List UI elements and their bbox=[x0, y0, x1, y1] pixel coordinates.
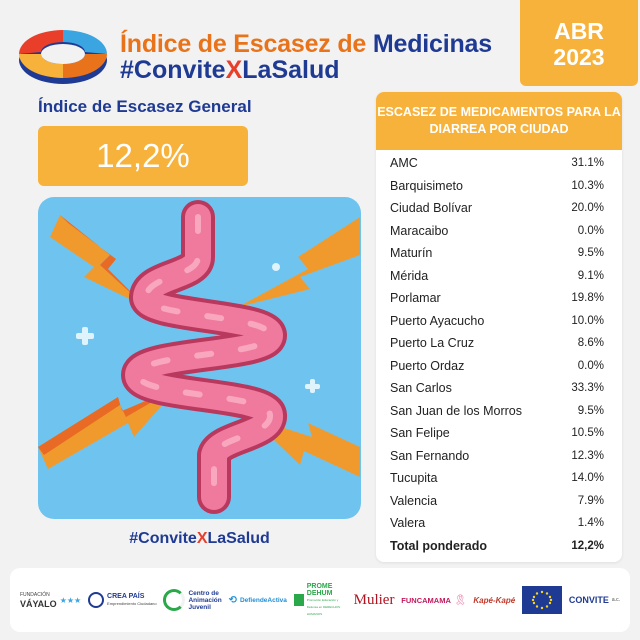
month-label: ABR bbox=[554, 18, 604, 44]
convite-logo-icon bbox=[16, 18, 110, 88]
intestine-illustration bbox=[38, 197, 361, 519]
city-value: 0.0% bbox=[577, 359, 604, 372]
table-row bbox=[376, 152, 622, 175]
table-row bbox=[376, 377, 622, 400]
city-name: Puerto Ayacucho bbox=[390, 313, 485, 328]
city-name: Puerto Ordaz bbox=[390, 358, 465, 373]
centro-icon bbox=[163, 589, 185, 611]
city-name: San Felipe bbox=[390, 426, 450, 441]
city-name: Valencia bbox=[390, 493, 438, 508]
city-value: 9.5% bbox=[577, 247, 604, 260]
city-name: San Juan de los Morros bbox=[390, 403, 523, 418]
general-index-value: 12,2% bbox=[38, 126, 248, 186]
table-row bbox=[376, 197, 622, 220]
table-row bbox=[376, 400, 622, 423]
city-name: AMC bbox=[390, 156, 418, 171]
sponsor-defiende-activa: ⟲ DefiendeActiva bbox=[228, 594, 287, 606]
city-name: Tucupita bbox=[390, 471, 438, 486]
city-name: Maturín bbox=[390, 246, 433, 261]
intestine-pain-icon bbox=[38, 197, 361, 519]
city-value: 10.5% bbox=[571, 427, 604, 440]
sponsor-promedehum: PROME DEHUM Promoción Educación y Defensa en DERECHOS HUMANOS bbox=[294, 583, 347, 618]
city-name: Barquisimeto bbox=[390, 178, 463, 193]
city-value: 7.9% bbox=[577, 494, 604, 507]
table-row bbox=[376, 332, 622, 355]
sponsor-kape-kape: Kapé-Kapé bbox=[473, 595, 516, 605]
year-label: 2023 bbox=[553, 44, 605, 70]
table-row bbox=[376, 220, 622, 243]
sponsor-eu bbox=[522, 586, 562, 614]
total-label: Total ponderado bbox=[390, 538, 487, 553]
total-value: 12,2% bbox=[571, 539, 604, 552]
table-row bbox=[376, 445, 622, 468]
sponsors-bar bbox=[10, 568, 630, 632]
table-row bbox=[376, 310, 622, 333]
city-value: 0.0% bbox=[577, 224, 604, 237]
city-name: Valera bbox=[390, 516, 426, 531]
page-title: Índice de Escasez de Medicinas bbox=[120, 30, 492, 58]
sponsor-mulier: Mulier bbox=[353, 591, 395, 608]
table-rows bbox=[376, 150, 622, 557]
date-badge bbox=[520, 0, 638, 86]
defiende-icon: ⟲ bbox=[228, 594, 237, 606]
star-icon: ★★★ bbox=[59, 595, 82, 605]
city-value: 1.4% bbox=[577, 517, 604, 530]
ribbon-icon: 🎗 bbox=[453, 594, 467, 606]
table-row bbox=[376, 467, 622, 490]
table-row bbox=[376, 490, 622, 513]
city-value: 10.3% bbox=[571, 179, 604, 192]
sponsor-funcamama: FUNCAMAMA 🎗 bbox=[401, 594, 467, 606]
city-value: 9.5% bbox=[577, 404, 604, 417]
promedehum-icon bbox=[294, 594, 304, 606]
sponsor-convite: CONVITE a.c. bbox=[568, 595, 620, 605]
sponsor-crea-pais: CREA PAÍS Emprendimiento Ciudadano bbox=[88, 592, 157, 608]
city-value: 20.0% bbox=[571, 202, 604, 215]
city-value: 31.1% bbox=[571, 157, 604, 170]
city-value: 8.6% bbox=[577, 337, 604, 350]
city-name: San Fernando bbox=[390, 448, 470, 463]
city-name: Mérida bbox=[390, 268, 429, 283]
footer-hashtag: #ConviteXLaSalud bbox=[129, 530, 270, 547]
table-total-row bbox=[376, 535, 622, 558]
city-name: Maracaibo bbox=[390, 223, 449, 238]
city-name: San Carlos bbox=[390, 381, 452, 396]
header-hashtag: #ConviteXLaSalud bbox=[120, 56, 340, 84]
table-row bbox=[376, 512, 622, 535]
city-name: Ciudad Bolívar bbox=[390, 201, 472, 216]
table-row bbox=[376, 287, 622, 310]
city-value: 19.8% bbox=[571, 292, 604, 305]
table-row bbox=[376, 175, 622, 198]
table-row bbox=[376, 242, 622, 265]
table-row bbox=[376, 265, 622, 288]
city-value: 9.1% bbox=[577, 269, 604, 282]
city-value: 33.3% bbox=[571, 382, 604, 395]
table-row bbox=[376, 422, 622, 445]
city-name: Puerto La Cruz bbox=[390, 336, 475, 351]
table-row bbox=[376, 355, 622, 378]
general-index-label: Índice de Escasez General bbox=[38, 97, 252, 116]
city-value: 14.0% bbox=[571, 472, 604, 485]
city-name: Porlamar bbox=[390, 291, 441, 306]
city-shortage-table bbox=[376, 92, 622, 562]
city-value: 12.3% bbox=[571, 449, 604, 462]
eu-flag-icon bbox=[522, 586, 562, 614]
sponsor-centro-animacion: Centro de Animación Juvenil bbox=[163, 589, 221, 611]
city-value: 10.0% bbox=[571, 314, 604, 327]
table-title: ESCASEZ DE MEDICAMENTOS PARA LA DIARREA POR CIUDAD bbox=[376, 92, 622, 150]
sponsor-vayalo: FUNDACIÓN VÁYALO ★★★ bbox=[20, 592, 82, 609]
crea-pais-icon bbox=[88, 592, 104, 608]
